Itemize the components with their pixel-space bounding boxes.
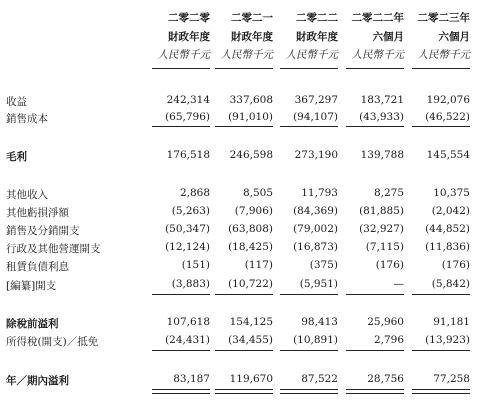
table-cell: (65,796) bbox=[165, 111, 210, 123]
row-label: 其他收入 bbox=[6, 189, 48, 201]
table-cell: (34,455) bbox=[228, 334, 273, 346]
table-cell: 273,190 bbox=[294, 149, 338, 161]
table-cell: 25,960 bbox=[367, 316, 404, 328]
subtotal-underline bbox=[152, 294, 210, 295]
row-label: 毛利 bbox=[6, 151, 27, 163]
table-cell: 183,721 bbox=[360, 94, 404, 106]
row-label: 收益 bbox=[6, 96, 27, 108]
table-cell: 77,258 bbox=[433, 373, 470, 385]
header-underline bbox=[412, 68, 470, 69]
table-cell: (117) bbox=[244, 259, 273, 271]
table-cell: — bbox=[393, 278, 404, 290]
row-label: 銷售及分銷開支 bbox=[6, 225, 80, 237]
column-header-period: 二零二一 bbox=[231, 12, 273, 24]
table-cell: 246,598 bbox=[229, 149, 273, 161]
header-underline bbox=[152, 68, 210, 69]
table-cell: (24,431) bbox=[165, 334, 210, 346]
table-cell: (151) bbox=[181, 259, 210, 271]
table-cell: (44,852) bbox=[425, 223, 470, 235]
subtotal-underline bbox=[346, 294, 404, 295]
table-cell: 91,181 bbox=[433, 316, 470, 328]
table-cell: 83,187 bbox=[173, 373, 210, 385]
table-cell: 8,505 bbox=[242, 187, 273, 199]
subtotal-underline bbox=[346, 126, 404, 127]
table-cell: 98,413 bbox=[301, 316, 338, 328]
column-header-unit: 人民幣千元 bbox=[157, 49, 210, 61]
table-cell: (79,002) bbox=[293, 223, 338, 235]
table-cell: 2,868 bbox=[179, 187, 210, 199]
row-label: 銷售成本 bbox=[6, 113, 48, 125]
table-cell: (10,891) bbox=[293, 334, 338, 346]
table-cell: (3,883) bbox=[171, 278, 210, 290]
table-cell: 176,518 bbox=[166, 149, 210, 161]
subtotal-underline bbox=[280, 126, 338, 127]
table-cell: 154,125 bbox=[229, 316, 273, 328]
column-header-type: 財政年度 bbox=[296, 31, 338, 43]
column-header-type: 六個月 bbox=[438, 31, 470, 43]
subtotal-underline bbox=[215, 126, 273, 127]
table-cell: 107,618 bbox=[166, 316, 210, 328]
total-double-underline bbox=[412, 389, 470, 394]
column-header-period: 二零二零 bbox=[168, 12, 210, 24]
column-header-unit: 人民幣千元 bbox=[285, 49, 338, 61]
row-label: 年／期內溢利 bbox=[6, 375, 69, 387]
table-cell: (5,842) bbox=[431, 278, 470, 290]
table-cell: 10,375 bbox=[433, 187, 470, 199]
subtotal-underline bbox=[215, 350, 273, 351]
column-header-type: 財政年度 bbox=[168, 31, 210, 43]
column-header-unit: 人民幣千元 bbox=[351, 49, 404, 61]
table-cell: (18,425) bbox=[228, 241, 273, 253]
header-underline bbox=[280, 68, 338, 69]
table-cell: (176) bbox=[441, 259, 470, 271]
total-double-underline bbox=[280, 389, 338, 394]
table-cell: (176) bbox=[375, 259, 404, 271]
table-cell: 87,522 bbox=[301, 373, 338, 385]
table-cell: (7,906) bbox=[234, 205, 273, 217]
column-header-unit: 人民幣千元 bbox=[220, 49, 273, 61]
table-cell: 28,756 bbox=[367, 373, 404, 385]
table-cell: (10,722) bbox=[228, 278, 273, 290]
table-cell: 192,076 bbox=[426, 94, 470, 106]
table-cell: 367,297 bbox=[294, 94, 338, 106]
column-header-unit: 人民幣千元 bbox=[417, 49, 470, 61]
table-cell: (43,933) bbox=[359, 111, 404, 123]
table-cell: (375) bbox=[309, 259, 338, 271]
total-double-underline bbox=[152, 389, 210, 394]
subtotal-underline bbox=[412, 350, 470, 351]
subtotal-underline bbox=[412, 126, 470, 127]
subtotal-underline bbox=[346, 350, 404, 351]
table-cell: 8,275 bbox=[373, 187, 404, 199]
column-header-type: 六個月 bbox=[372, 31, 404, 43]
table-cell: (13,923) bbox=[425, 334, 470, 346]
table-cell: (81,885) bbox=[359, 205, 404, 217]
table-cell: 337,608 bbox=[229, 94, 273, 106]
subtotal-underline bbox=[280, 350, 338, 351]
subtotal-underline bbox=[152, 126, 210, 127]
table-cell: 119,670 bbox=[229, 373, 273, 385]
table-cell: 145,554 bbox=[426, 149, 470, 161]
table-cell: (7,115) bbox=[365, 241, 404, 253]
table-cell: (46,522) bbox=[425, 111, 470, 123]
row-label: 行政及其他營運開支 bbox=[6, 243, 101, 255]
row-label: 其他虧損淨額 bbox=[6, 207, 69, 219]
row-label: 所得稅(開支)／抵免 bbox=[6, 336, 99, 348]
column-header-period: 二零二三年 bbox=[417, 12, 470, 24]
column-header-period: 二零二二年 bbox=[351, 12, 404, 24]
column-header-period: 二零二二 bbox=[296, 12, 338, 24]
total-double-underline bbox=[346, 389, 404, 394]
table-cell: 139,788 bbox=[360, 149, 404, 161]
table-cell: (94,107) bbox=[293, 111, 338, 123]
table-cell: (2,042) bbox=[431, 205, 470, 217]
column-header-type: 財政年度 bbox=[231, 31, 273, 43]
table-cell: (12,124) bbox=[165, 241, 210, 253]
header-underline bbox=[346, 68, 404, 69]
row-label: 租賃負債利息 bbox=[6, 261, 69, 273]
row-label: [編纂]開支 bbox=[6, 280, 57, 292]
total-double-underline bbox=[215, 389, 273, 394]
header-underline bbox=[215, 68, 273, 69]
subtotal-underline bbox=[412, 294, 470, 295]
table-cell: (50,347) bbox=[165, 223, 210, 235]
table-cell: 242,314 bbox=[166, 94, 210, 106]
table-cell: (84,369) bbox=[293, 205, 338, 217]
table-cell: (16,873) bbox=[293, 241, 338, 253]
row-label: 除稅前溢利 bbox=[6, 318, 59, 330]
table-cell: (11,836) bbox=[425, 241, 470, 253]
table-cell: 2,796 bbox=[373, 334, 404, 346]
table-cell: (5,951) bbox=[299, 278, 338, 290]
subtotal-underline bbox=[280, 294, 338, 295]
table-cell: (5,263) bbox=[171, 205, 210, 217]
table-cell: (63,808) bbox=[228, 223, 273, 235]
table-cell: 11,793 bbox=[301, 187, 338, 199]
subtotal-underline bbox=[152, 350, 210, 351]
subtotal-underline bbox=[215, 294, 273, 295]
table-cell: (91,010) bbox=[228, 111, 273, 123]
table-cell: (32,927) bbox=[359, 223, 404, 235]
